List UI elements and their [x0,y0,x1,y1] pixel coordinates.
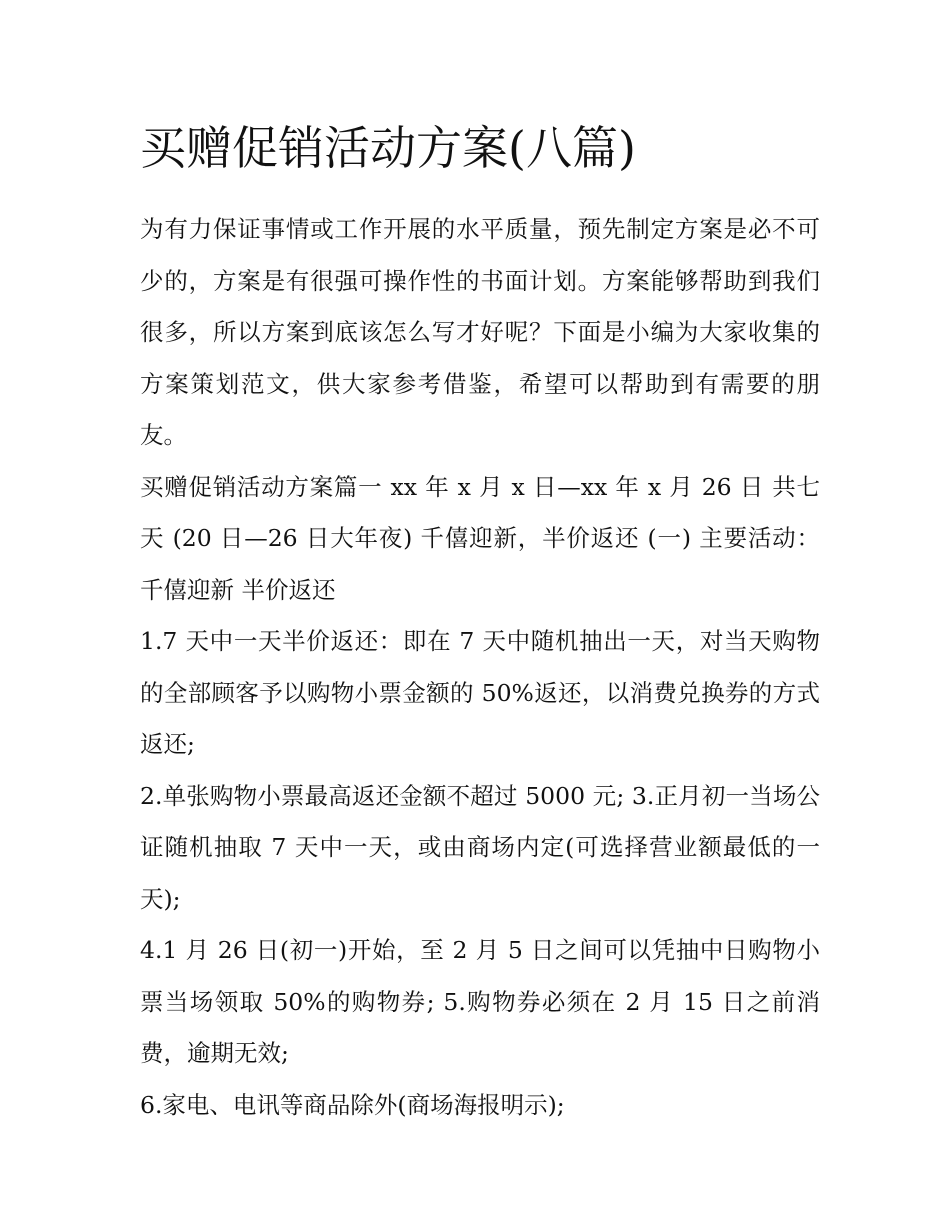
paragraph-item-4-5: 4.1 月 26 日(初一)开始，至 2 月 5 日之间可以凭抽中日购物小票当场领取 50%的购物券; 5.购物券必须在 2 月 15 日之前消费，逾期无效; [140,936,820,1067]
paragraph-item-1: 1.7 天中一天半价返还：即在 7 天中随机抽出一天，对当天购物的全部顾客予以购物小票金额的 50%返还，以消费兑换券的方式返还; [140,627,820,758]
paragraph-item-6: 6.家电、电讯等商品除外(商场海报明示); [140,1090,565,1119]
document-page [140,110,820,1131]
paragraph-plan-one: 买赠促销活动方案篇一 xx 年 x 月 x 日—xx 年 x 月 26 日 共七天 (20 日—26 日大年夜) 千僖迎新，半价返还 (一) 主要活动：千僖迎新 半价返还 [140,472,820,604]
document-title: 买赠促销活动方案(八篇) [140,121,636,175]
paragraph-intro: 为有力保证事情或工作开展的水平质量，预先制定方案是必不可少的，方案是有很强可操作性的书面计划。方案能够帮助到我们很多，所以方案到底该怎么写才好呢？下面是小编为大家收集的方案策划范文，供大家参考借鉴，希望可以帮助到有需要的朋友。 [140,215,820,449]
paragraph-item-2-3: 2.单张购物小票最高返还金额不超过 5000 元; 3.正月初一当场公证随机抽取 7 天中一天，或由商场内定(可选择营业额最低的一天); [140,781,820,913]
